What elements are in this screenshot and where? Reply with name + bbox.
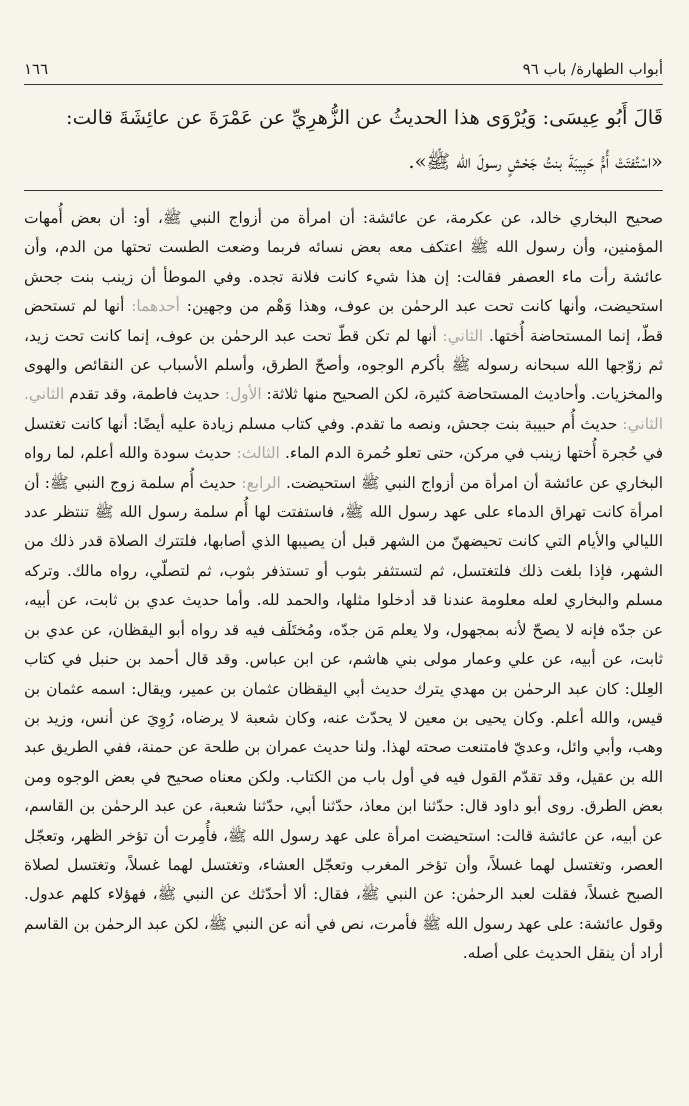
commentary	[24, 204, 663, 969]
label-fourth: الرابع:	[241, 473, 281, 492]
commentary-text: أنها لم تستحض قطّ، إنما المستحاضة أُختها.	[24, 297, 663, 345]
commentary-paragraph	[24, 204, 663, 969]
commentary-text: حديث أُم حبيبة بنت جحش، ونصه ما تقدم. وفي كتاب مسلم زيادة عليه أيضًا: أنها كانت تغتسل في حُجرة أُختها زينب في مركن، حتى تعلو حُمرة الدم الماء.	[24, 414, 663, 463]
header-divider	[24, 84, 663, 85]
main-text-line: «اسْتُفتَتْ أُمُّ حَبِيبَةَ بنتُ جَحْشٍ رسولَ الله ﷺ».	[408, 150, 663, 173]
page-header	[24, 50, 663, 78]
commentary-text: حديث أُم سلمة زوج النبي ﷺ: أن امرأة كانت تهراق الدماء على عهد رسول الله ﷺ، فاستفتت لها أُم سلمة رسول الله ﷺ تنتظر عدد الليالي والأيام التي كانت تحيضهنّ من الشهر قبل أن يصيبها الذي أصابها، فلتترك الصلاة قدر ذلك من الشهر، فإذا بلغت ذلك فلتغتسل، ثم لتستثفر بثوب أو تستذفر بثوب، ثم لتصلّي، رواه مالك. وتركه مسلم والبخاري لعله معلومة عندنا قد أدخلوا مثلها، والحمد لله. وأما حديث عدي بن ثابت، عن أبيه، عن جدّه فإنه لا يصحّ لأنه بمجهول، ولا يعلم مَن جدّه، ومُختَلَف فيه قد رواه أبو اليقظان، عن عدي بن ثابت، عن أبيه، عن علي وعمار مولى بني هاشم، عن ابن عباس. وقد قال أحمد بن حنبل في كتاب العِلل: كان عبد الرحمٰن بن مهدي يترك حديث أبي اليقظان عثمان بن عمير، ويقال: اسمه عثمان بن قيس، والله أعلم. وكان يحيى بن معين لا يحدّث عنه، وكان شعبة لا يرضاه، رُوِيَ عن أنس، وزيد بن وهب، وأبي وائل، وعديّ فامتنعت صحته لهذا. ولنا حديث عمران بن طلحة عن حمنة، ففي الطريق عبد الله بن عقيل، وقد تقدّم القول فيه في أول باب من الكتاب. ولكن معناه صحيح في بعض الوجوه ومن بعض الطرق. روى أبو داود قال: حدّثنا ابن معاذ، حدّثنا أبي، حدّثنا شعبة، عن عبد الرحمٰن بن القاسم، عن أبيه، عن عائشة قالت: استحيضت امرأة على عهد رسول الله ﷺ، فأُمِرت أن تؤخر الظهر، وتعجّل العصر، وتغتسل لهما غسلاً، وأن تؤخر المغرب وتعجّل العشاء، وتغتسل لهما غسلاً، وتغتسل لصلاة الصبح غسلاً، فقلت لعبد الرحمٰن: عن النبي ﷺ، فقال: ألا أحدّثك عن النبي ﷺ، فهؤلاء كلهم عدول. وقول عائشة: على عهد رسول الله ﷺ فأمرت، نص في أنه عن النبي ﷺ، لكن عبد الرحمٰن بن القاسم أراد أن ينقل الحديث على أصله.	[24, 473, 663, 963]
main-text-line: قَالَ أَبُو عِيسَى: وَيُرْوَى هذا الحديثُ عن الزُّهرِيِّ عن عَمْرَةَ عن عائِشَةَ قالت:	[66, 106, 663, 129]
label-one: الأول:	[224, 385, 262, 404]
footnote-divider	[24, 190, 663, 191]
commentary-text: أنها لم تكن قطّ تحت عبد الرحمٰن بن عوف، إنما كانت تحت زيد، ثم زوّجها الله سبحانه رسوله ﷺ بأكرم الوجوه، وأصحّ الطرق، وأسلم الأسباب عن النقائص والهوى والمخزيات. وأحاديث المستحاضة كثيرة، لكن الصحيح منها ثلاثة:	[24, 326, 663, 404]
label-second-ref: الثاني.	[24, 385, 65, 404]
running-title: أبواب الطهارة/ باب ٩٦	[522, 60, 663, 78]
page-number: ١٦٦	[24, 60, 49, 78]
main-text	[24, 96, 663, 184]
commentary-text: حديث سودة والله أعلم، لما رواه البخاري عن عائشة أن امرأة من أزواج النبي ﷺ استحيضت.	[24, 444, 663, 492]
commentary-text: صحيح البخاري خالد، عن عكرمة، عن عائشة: أن امرأة من أزواج النبي ﷺ، أو: أن بعض أُمهات المؤمنين، وأن رسول الله ﷺ اعتكف معه بعض نسائه فربما وضعت الطست تحتها من الدم، وأن عائشة رأت ماء العصفر فقالت: إن هذا شيء كانت فلانة تجده. وفي الموطأ أن زينب بنت جحش استحيضت، وأنها كانت تحت عبد الرحمٰن بن عوف، وهذا وَهْم من وجهين:	[24, 209, 663, 316]
label-second-b: الثاني:	[622, 414, 663, 433]
commentary-text: حديث فاطمة، وقد تقدم	[69, 385, 220, 404]
label-second: الثاني:	[442, 326, 484, 345]
label-first: أحدهما:	[131, 297, 180, 316]
label-third: الثالث:	[236, 444, 280, 463]
